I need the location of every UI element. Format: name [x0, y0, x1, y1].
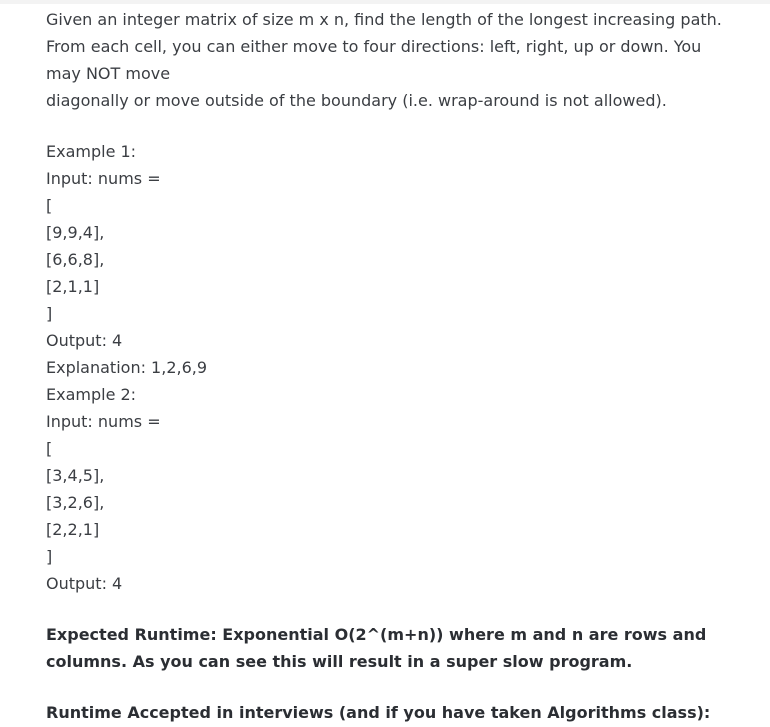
intro-line-2: From each cell, you can either move to four directions: left, right, up or down. You: [46, 37, 702, 56]
example-2-row-1: [3,4,5],: [46, 466, 105, 485]
example-2-close-bracket: ]: [46, 547, 53, 566]
example-2-output: Output: 4: [46, 574, 123, 593]
example-2-row-3: [2,2,1]: [46, 520, 100, 539]
example-1-input-label: Input: nums =: [46, 169, 161, 188]
top-edge: [0, 0, 770, 4]
expected-runtime-line-2: columns. As you can see this will result in a super slow program.: [46, 652, 633, 671]
example-1-title: Example 1:: [46, 142, 137, 161]
example-1-row-3: [2,1,1]: [46, 277, 100, 296]
intro-line-1: Given an integer matrix of size m x n, find the length of the longest increasing path.: [46, 10, 722, 29]
example-2-title: Example 2:: [46, 385, 137, 404]
example-2-row-2: [3,2,6],: [46, 493, 105, 512]
expected-runtime-line-1: Expected Runtime: Exponential O(2^(m+n)) where m and n are rows and: [46, 625, 707, 644]
spacer: [46, 114, 746, 138]
example-1: [46, 138, 746, 381]
example-1-row-1: [9,9,4],: [46, 223, 105, 242]
example-2-input-label: Input: nums =: [46, 412, 161, 431]
intro-line-3: may NOT move: [46, 64, 171, 83]
example-2-open-bracket: [: [46, 439, 53, 458]
example-1-row-2: [6,6,8],: [46, 250, 105, 269]
example-1-output: Output: 4: [46, 331, 123, 350]
accepted-runtime-heading: Runtime Accepted in interviews (and if you have taken Algorithms class):: [46, 703, 711, 722]
problem-description: [46, 6, 746, 726]
example-1-close-bracket: ]: [46, 304, 53, 323]
example-2: [46, 381, 746, 597]
spacer: [46, 597, 746, 621]
intro-line-4: diagonally or move outside of the boundary (i.e. wrap-around is not allowed).: [46, 91, 667, 110]
spacer: [46, 675, 746, 699]
example-1-open-bracket: [: [46, 196, 53, 215]
example-1-explanation: Explanation: 1,2,6,9: [46, 358, 208, 377]
